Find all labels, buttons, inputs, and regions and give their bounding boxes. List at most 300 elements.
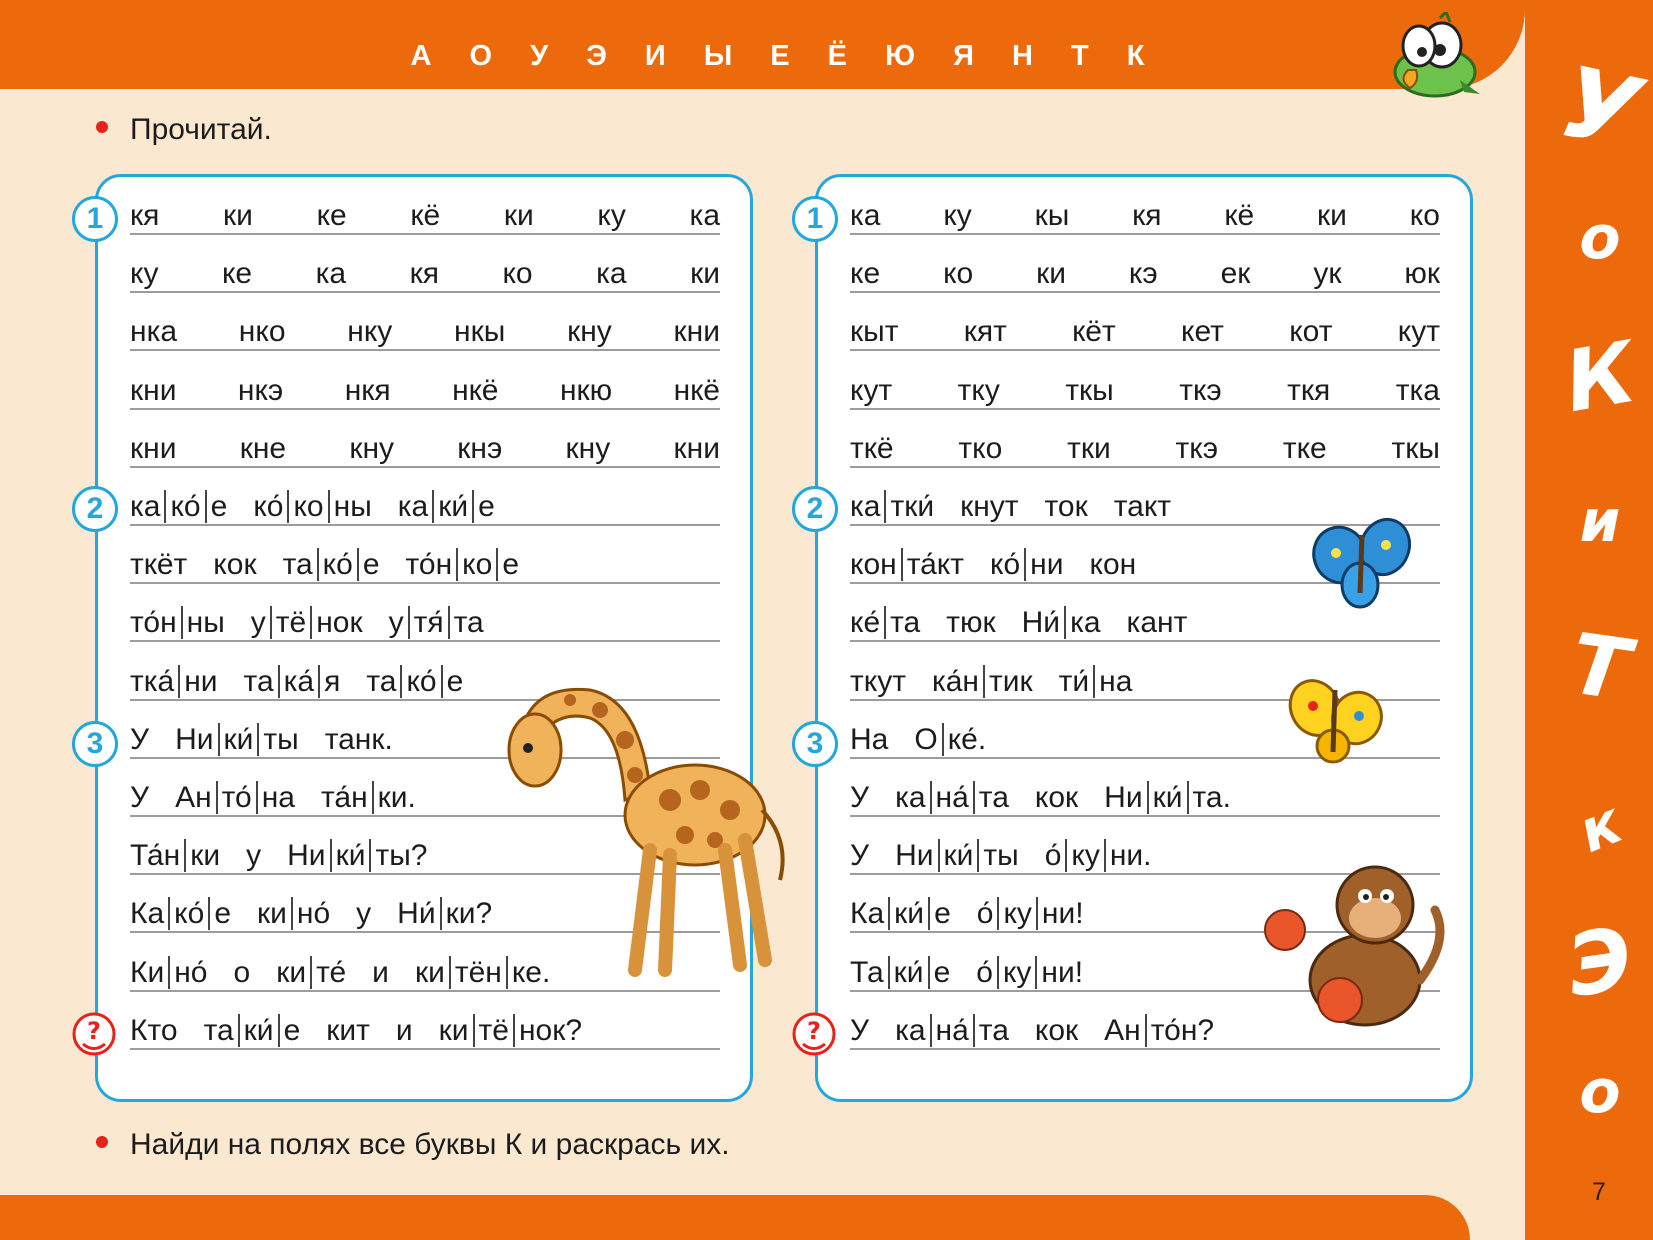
syllable: Ни [1104,781,1143,814]
syllable: кут [1397,315,1440,349]
word [1045,839,1152,873]
syllable: кя [1132,199,1162,232]
syllable: ткёт [130,548,188,582]
word [895,781,1009,815]
side-letter-o-small: о [1579,1057,1621,1127]
syllable: но́ [168,956,207,989]
syllable: тя́ [408,606,448,639]
syllable: ти́ [1058,664,1090,698]
syllable: ко́ [168,897,208,930]
syllable: На [850,722,889,756]
syllable: кё [410,199,441,232]
syllable: ку [130,257,159,291]
syllable: Ка [850,897,885,931]
instruction-top [96,113,272,147]
syllable: та [973,781,1009,814]
syllable: ни [1024,548,1063,581]
syllable: ны [328,490,372,523]
syllable: е [357,548,380,581]
syllable: та [282,548,313,582]
syllable: ткя [1287,373,1331,407]
syllable: ук [1313,257,1342,291]
syllable: я [318,665,340,698]
reading-line [130,548,720,584]
syllable: ку [997,956,1035,989]
word [130,839,220,873]
syllable: кёт [1072,315,1116,349]
word [895,839,1019,873]
monkey-icon [1255,860,1455,1035]
syllable: е [441,665,464,698]
exercise-number-badge: 1 [72,196,118,242]
syllable: та [884,606,920,639]
syllable: ка [850,199,881,232]
syllable: кя [409,257,439,291]
word [850,1014,869,1048]
syllable: та [448,606,484,639]
word [130,723,149,757]
syllable: е [278,1014,301,1047]
syllable: и [372,955,389,989]
syllable: ки [257,897,287,931]
syllable: кы [1034,199,1070,232]
word [850,781,869,815]
word [130,665,218,699]
syllable: кну [349,431,395,465]
syllable: кет [1181,315,1224,349]
exercise-number-badge: 2 [792,486,838,532]
word [990,548,1063,582]
syllable: ку [1065,839,1103,872]
syllable: Ни [895,839,934,873]
syllable: ток [1044,490,1088,523]
word [246,839,261,873]
syllable: ка [596,257,627,291]
syllable: у [388,606,404,640]
reading-line [130,257,720,293]
word [372,956,389,990]
syllable: на́ [930,1014,973,1047]
word [850,897,951,931]
bullet-icon [96,1136,108,1148]
side-letter-e: Э [1561,909,1639,1017]
instruction-bottom [96,1128,730,1162]
syllable: ки [690,257,720,291]
side-letter-k: К [1557,322,1643,432]
syllable: на́ [930,781,973,814]
syllable: юк [1404,257,1440,291]
reading-line [130,199,720,235]
syllable: е [496,548,519,581]
word [130,897,231,931]
syllable: кни [673,431,720,465]
syllable: нкю [559,373,613,407]
word [850,839,869,873]
word [1035,1014,1078,1048]
syllable: О [914,722,938,756]
syllable: ки [414,955,445,989]
exercise-number-badge: 2 [72,486,118,532]
bottom-band [0,1195,1470,1240]
syllable: ки́ [888,956,928,989]
word [287,839,427,873]
syllable: ни. [1104,839,1152,872]
syllable: Та́н [130,839,181,873]
parrot-icon [1380,12,1490,104]
syllable: ке́ [850,606,881,640]
word [366,665,463,699]
syllable: ко [502,257,533,291]
syllable: ки́ [218,723,258,756]
syllable: Ни́ [397,897,436,931]
word [276,956,346,990]
syllable: то́н? [1145,1014,1214,1047]
syllable: тка́ [130,664,175,698]
syllable: тку [957,373,1000,407]
syllable: кыт [850,315,899,349]
question-icon [791,1011,837,1057]
word [204,1014,301,1048]
syllable: У [850,781,870,814]
word [130,1014,178,1048]
instruction-top-text: Прочитай. [130,113,272,146]
syllable: нкё [673,373,720,407]
syllable: ткы [1065,373,1114,407]
word [213,548,256,582]
syllable: ка [130,490,161,523]
word [932,665,1033,699]
reading-line [850,315,1440,351]
word [326,1014,370,1048]
syllable: е [928,956,951,989]
syllable: тё [270,606,310,639]
syllable: ка [850,490,881,523]
side-letter-o: о [1579,203,1621,273]
syllable: ткэ [1179,373,1222,407]
syllable: ки [276,955,307,989]
syllable: ки? [440,897,493,930]
side-letter-i: и [1579,487,1621,555]
word [850,956,950,990]
syllable: ко́ [400,665,440,698]
yellow-butterfly-icon [1285,668,1390,768]
syllable: тке [1282,431,1327,465]
word [850,548,964,582]
syllable: Ки [130,955,165,989]
blue-butterfly-icon [1310,515,1415,615]
syllable: то́н [405,548,453,582]
reading-line [130,606,720,642]
syllable: нко [238,315,286,349]
syllable: кнэ [457,431,503,465]
word [946,606,995,640]
alphabet-header: А О У Э И Ы Е Ё Ю Я Н Т К [410,40,1160,72]
syllable: нкы [454,315,506,349]
syllable: ко́ [164,490,204,523]
syllable: Кто [130,1013,178,1047]
syllable: и [395,1013,413,1047]
word [234,956,251,990]
side-letter-u: У [1551,45,1649,173]
syllable: ко [456,548,496,581]
syllable: на [1093,665,1132,698]
syllable: ты [257,723,298,756]
word [895,1014,1009,1048]
word [253,490,371,524]
syllable: то́н [130,606,177,640]
syllable: нок? [513,1014,582,1047]
syllable: е [928,897,951,930]
syllable: кят [963,315,1007,349]
syllable: о́ [976,955,993,989]
syllable: тён [449,956,506,989]
syllable: нку [347,315,393,349]
syllable: ки́ [1147,781,1187,814]
syllable: ны [181,606,225,639]
word [389,606,484,640]
syllable: ки́ [938,839,978,872]
word [914,723,986,757]
reading-line [850,257,1440,293]
word [321,781,416,815]
syllable: кнут [960,490,1019,523]
syllable: ки [438,1013,469,1047]
syllable: те́ [310,956,346,989]
word [439,1014,582,1048]
word [850,606,920,640]
syllable: ки [1036,257,1067,291]
side-letter-t: Т [1564,614,1636,720]
syllable: ка́ [278,665,318,698]
syllable: е [208,897,231,930]
instruction-bottom-text: Найди на полях все буквы К и раскрась их. [130,1128,730,1161]
syllable: то́ [216,781,256,814]
syllable: ни! [1036,897,1084,930]
syllable: ку [997,897,1035,930]
word [1090,548,1137,582]
syllable: нкя [344,373,391,407]
syllable: ко [943,257,974,291]
syllable: кну [567,315,612,349]
syllable: ек [1220,257,1251,291]
syllable: кок [1034,1013,1079,1047]
giraffe-icon [500,640,800,980]
syllable: ко́ [253,490,284,523]
syllable: ки́ [330,839,370,872]
page-number: 7 [1592,1178,1606,1206]
syllable: ки́ [432,490,472,523]
syllable: та [203,1013,234,1047]
syllable: кя [130,199,160,232]
syllable: У [130,722,150,756]
syllable: та. [1187,781,1231,814]
question-icon [71,1011,117,1057]
syllable: та́н [321,781,368,814]
svg-text:?: ? [87,1017,101,1045]
word [325,723,393,757]
word [1104,781,1231,815]
syllable: ка [315,257,347,291]
exercise-number-badge: 3 [792,721,838,767]
side-letter-k-small: к [1569,788,1631,866]
syllable: тюк [946,606,996,640]
word [396,1014,413,1048]
syllable: У [850,1013,870,1047]
word [1059,665,1133,699]
syllable: кант [1126,606,1188,640]
syllable: та [366,664,397,698]
syllable: ни [178,665,217,698]
word [1127,606,1188,640]
syllable: но́ [291,897,330,930]
syllable: ка [397,490,429,523]
syllable: ткэ [1175,431,1219,465]
word [130,490,227,524]
syllable: тик [983,665,1033,698]
word [976,956,1083,990]
syllable: кё [1224,199,1255,232]
word [130,956,208,990]
reading-line [130,315,720,351]
syllable: У [850,839,870,873]
syllable: ка [895,781,926,814]
word [1104,1014,1214,1048]
syllable: кон [1089,548,1137,582]
syllable: кит [326,1013,370,1047]
word [406,548,520,582]
syllable: такт [1113,490,1172,523]
syllable: Та [850,955,884,989]
word [175,723,299,757]
syllable: о́ [976,897,994,931]
syllable: кок [1034,781,1079,814]
syllable: ки [503,199,534,232]
syllable: тки [1067,431,1111,465]
word [130,781,149,815]
syllable: ки́ [888,897,928,930]
syllable: ко [287,490,327,523]
syllable: та [243,664,274,698]
syllable: ке [221,257,253,291]
syllable: кон [850,548,897,582]
syllable: Ни [287,839,326,873]
svg-text:?: ? [807,1017,821,1045]
syllable: тка [1395,373,1440,407]
reading-line [850,374,1440,410]
word [130,548,187,582]
word [175,781,295,815]
syllable: ки [184,839,220,872]
word [850,723,888,757]
syllable: у [356,897,372,931]
bullet-icon [96,121,108,133]
syllable: о́ [1044,839,1062,873]
word [1045,490,1088,524]
exercise-number-badge: 1 [792,196,838,242]
syllable: та́кт [901,548,964,581]
syllable: ке́. [942,723,986,756]
syllable: тки́ [884,490,934,523]
syllable: ко [1409,199,1440,232]
syllable: кэ [1128,257,1158,291]
syllable: Ан [1104,1013,1141,1047]
syllable: та [973,1014,1009,1047]
syllable: ке [316,199,347,232]
word [283,548,380,582]
syllable: кну [565,431,611,465]
reading-line [130,432,720,468]
syllable: Ни [175,722,214,756]
syllable: у [250,606,266,640]
word [397,897,492,931]
syllable: ку [597,199,626,232]
syllable: ка [1064,606,1100,639]
word [398,490,495,524]
syllable: кут [850,373,893,407]
syllable: ки. [372,781,416,814]
syllable: кне [239,431,287,465]
word [850,490,934,524]
syllable: ко́ [317,548,357,581]
reading-line [850,432,1440,468]
syllable: ку [943,199,972,232]
syllable: ткут [850,664,906,698]
syllable: ка́н [931,664,979,698]
exercise-number-badge: 3 [72,721,118,767]
word [1035,781,1078,815]
syllable: ни! [1035,956,1083,989]
syllable: У [130,781,150,814]
syllable: о [233,955,251,989]
syllable: ки [1317,199,1347,232]
syllable: ты? [369,839,427,872]
word [356,897,371,931]
syllable: нкё [452,373,499,407]
syllable: кни [130,431,177,465]
syllable: ки [223,199,253,232]
word [850,665,906,699]
word [1114,490,1171,524]
syllable: на [256,781,295,814]
syllable: у [246,839,262,873]
syllable: ка [895,1013,926,1047]
syllable: кни [130,373,177,407]
reading-line [850,781,1440,817]
syllable: тко [958,431,1003,465]
syllable: Ни́ [1021,606,1061,640]
syllable: нка [130,315,178,349]
syllable: Ка [130,897,165,931]
syllable: ткы [1391,431,1440,465]
syllable: ка [689,199,720,232]
reading-line [130,374,720,410]
syllable: е [472,490,495,523]
word [251,606,363,640]
syllable: ке. [506,956,550,989]
syllable: нок [310,606,362,639]
syllable: Ан [175,781,212,814]
syllable: кок [213,548,257,582]
question-line [130,1014,720,1050]
word [130,606,225,640]
syllable: тё [473,1014,513,1047]
syllable: ки́ [238,1014,278,1047]
reading-line [850,199,1440,235]
word [1022,606,1101,640]
syllable: кот [1289,315,1333,349]
word [244,665,341,699]
syllable: ке [850,257,881,291]
